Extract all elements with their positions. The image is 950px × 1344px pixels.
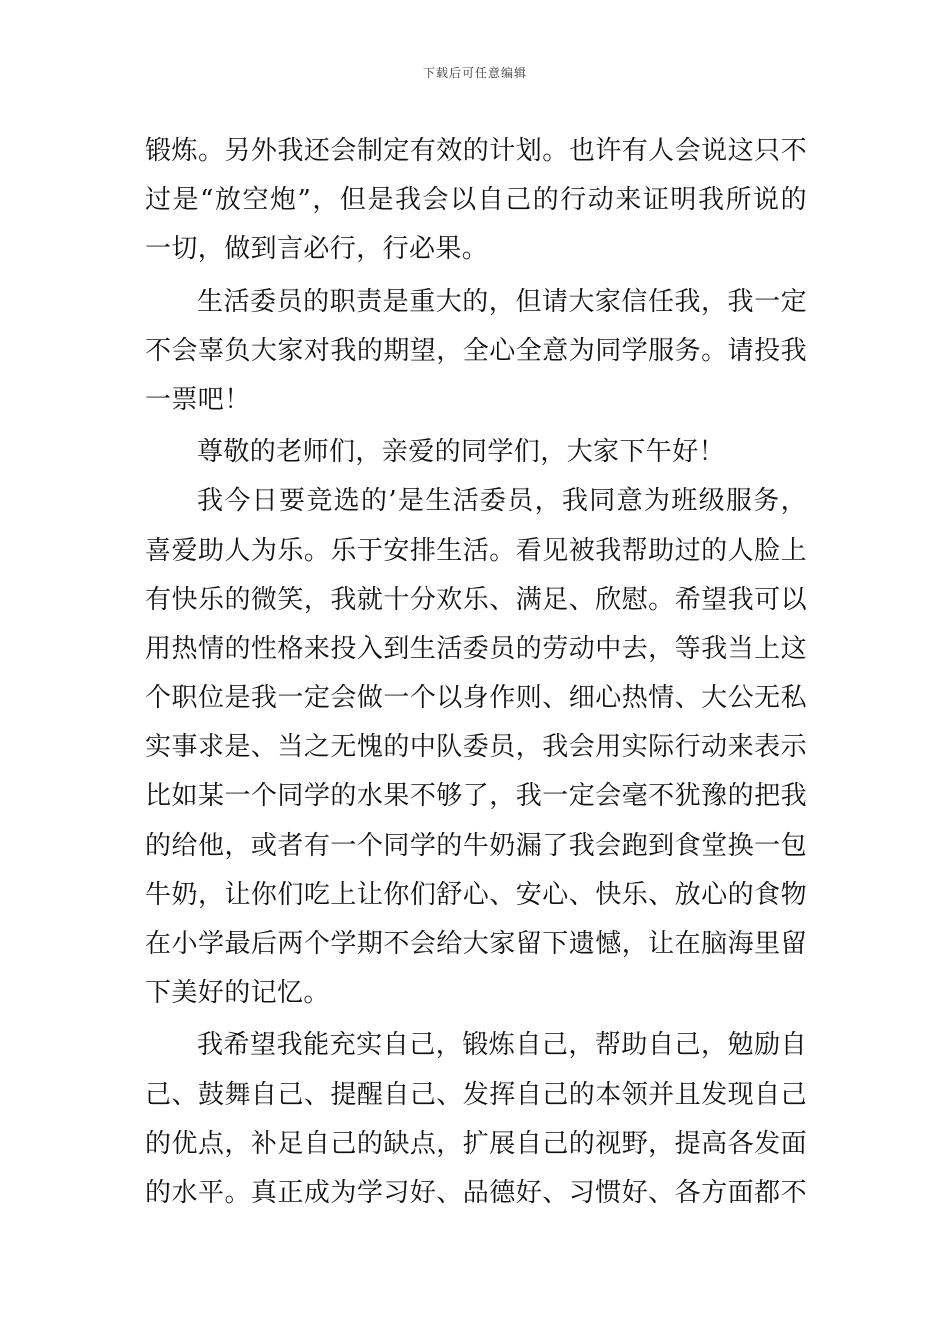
text-line: 有快乐的微笑，我就十分欢乐、满足、欣慰。希望我可以 xyxy=(145,584,807,615)
text-line: 生活委员的职责是重大的，但请大家信任我，我一定 xyxy=(197,286,807,317)
document-body xyxy=(145,127,807,1218)
text-line: 用热情的性格来投入到生活委员的劳动中去，等我当上这 xyxy=(145,633,807,664)
text-line: 我希望我能充实自己，锻炼自己，帮助自己，勉励自 xyxy=(197,1030,807,1061)
text-line: 下美好的记忆。 xyxy=(145,978,330,1009)
text-line: 的给他，或者有一个同学的牛奶漏了我会跑到食堂换一包 xyxy=(145,830,807,861)
paragraph-campaign xyxy=(145,477,807,1018)
paragraph-greeting xyxy=(145,428,807,477)
text-line: 喜爱助人为乐。乐于安排生活。看见被我帮助过的人脸上 xyxy=(145,535,807,566)
text-line: 己、鼓舞自己、提醒自己、发挥自己的本领并且发现自己 xyxy=(145,1079,807,1110)
page-header: 下载后可任意编辑 xyxy=(422,66,527,80)
text-line: 的优点，补足自己的缺点，扩展自己的视野，提高各发面 xyxy=(145,1128,807,1159)
paragraph-vote-request xyxy=(145,278,807,426)
text-line: 尊敬的老师们，亲爱的同学们，大家下午好！ xyxy=(197,437,726,468)
text-line: 一切，做到言必行，行必果。 xyxy=(145,234,489,265)
text-line: 个职位是我一定会做一个以身作则、细心热情、大公无私 xyxy=(145,683,807,714)
text-line: 的水平。真正成为学习好、品德好、习惯好、各方面都不 xyxy=(145,1177,807,1208)
text-line: 实事求是、当之无愧的中队委员，我会用实际行动来表示 xyxy=(145,732,807,763)
text-line: 不会辜负大家对我的期望，全心全意为同学服务。请投我 xyxy=(145,335,807,366)
text-line: 过是“放空炮”，但是我会以自己的行动来证明我所说的 xyxy=(145,185,807,216)
text-line: 我今日要竞选的’是生活委员，我同意为班级服务， xyxy=(197,486,807,517)
text-line: 牛奶，让你们吃上让你们舒心、安心、快乐、放心的食物 xyxy=(145,879,807,910)
text-line: 一票吧！ xyxy=(145,384,251,415)
paragraph-self-improvement xyxy=(145,1021,807,1218)
text-line: 比如某一个同学的水果不够了，我一定会毫不犹豫的把我 xyxy=(145,781,807,812)
text-line: 在小学最后两个学期不会给大家留下遗憾，让在脑海里留 xyxy=(145,929,807,959)
paragraph-continued-plan xyxy=(145,127,807,275)
text-line: 锻炼。另外我还会制定有效的计划。也许有人会说这只不 xyxy=(145,136,807,166)
